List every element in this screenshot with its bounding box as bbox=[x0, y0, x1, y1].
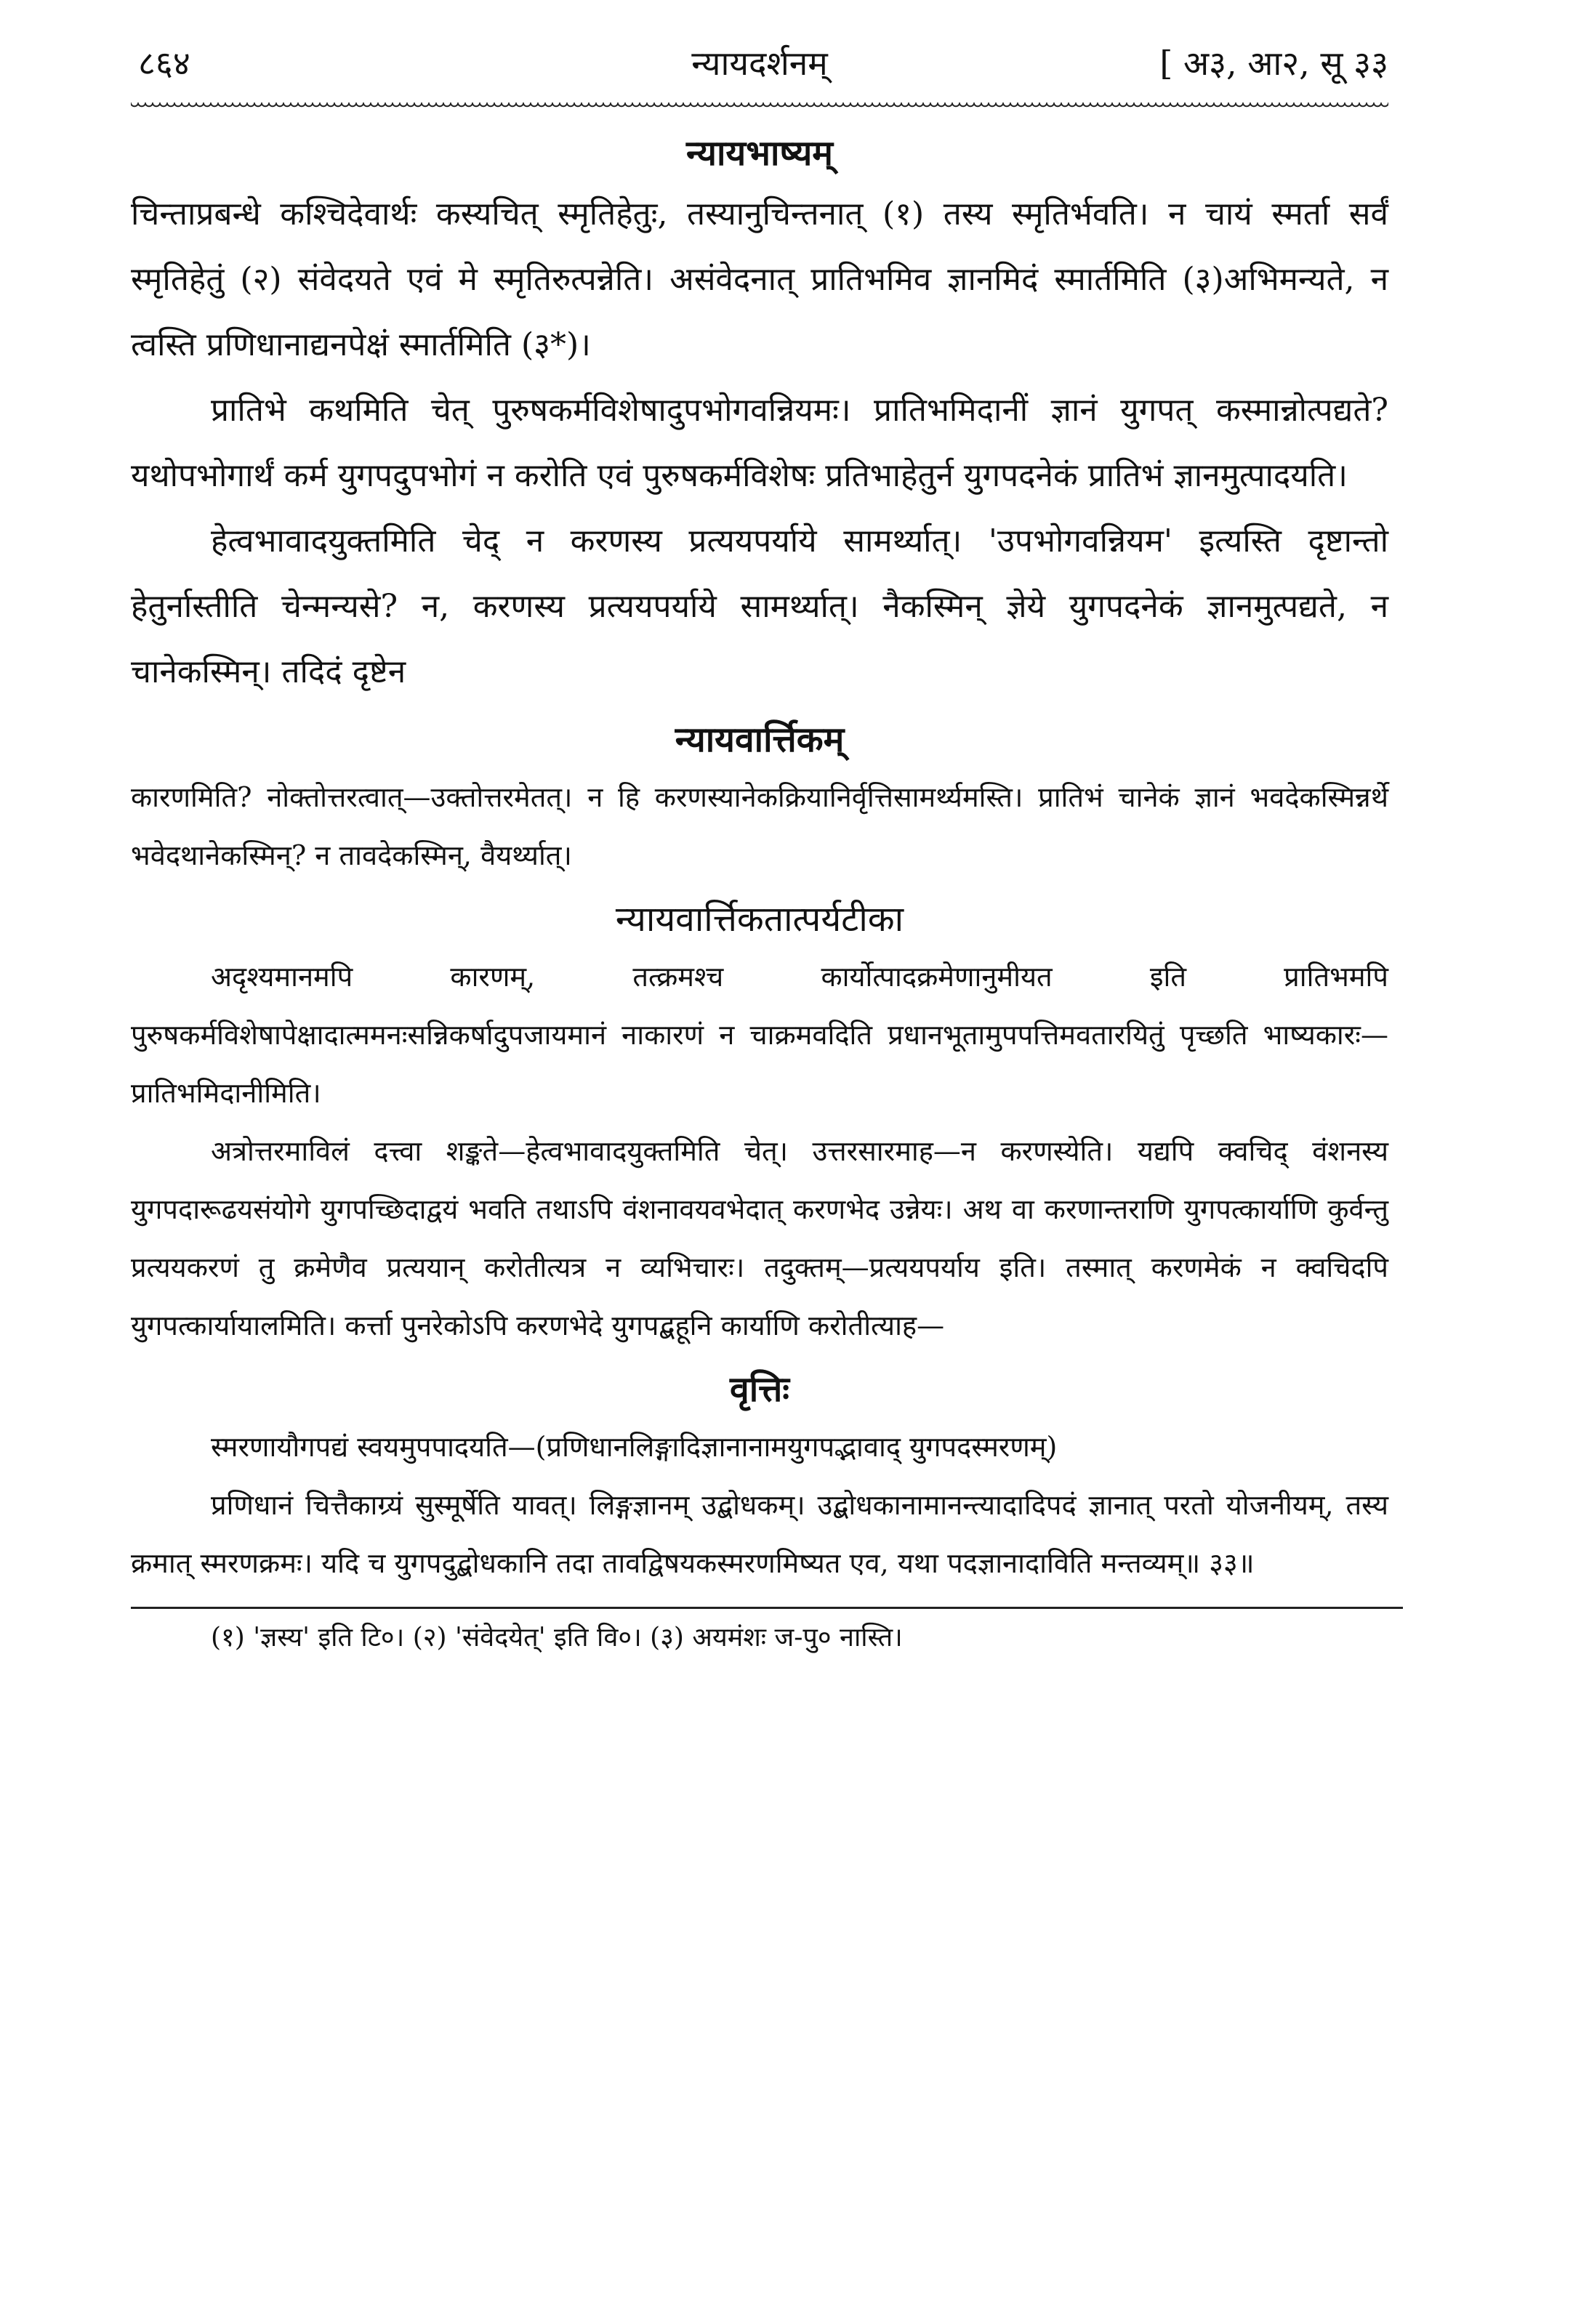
page-header bbox=[131, 40, 1388, 98]
running-title: न्यायदर्शनम् bbox=[691, 44, 828, 83]
footnote-rule bbox=[131, 1607, 1403, 1609]
chapter-reference: [ अ३, आ२, सू ३३ bbox=[1159, 44, 1388, 83]
bhashyam-paragraph-2: प्रातिभे कथमिति चेत् पुरुषकर्मविशेषादुपभोगवन्नियमः। प्रातिभमिदानीं ज्ञानं युगपत् कस्मान्नोत्पद्यते? यथोपभोगार्थं कर्म युगपदुपभोगं न करोति एवं पुरुषकर्मविशेषः प्रतिभाहेतुर्न युगपदनेकं प्रातिभं ज्ञानमुत्पादयति। bbox=[131, 392, 1388, 494]
varttikam-text bbox=[131, 768, 1388, 884]
vritti-paragraph-1: स्मरणायौगपद्यं स्वयमुपपादयति—(प्रणिधानलिङ्गादिज्ञानानामयुगपद्भावाद् युगपदस्मरणम्) bbox=[211, 1431, 1058, 1463]
bhashyam-paragraph-3: हेत्वभावादयुक्तमिति चेद् न करणस्य प्रत्ययपर्याये सामर्थ्यात्। 'उपभोगवन्नियम' इत्यस्ति दृष्टान्तो हेतुर्नास्तीति चेन्मन्यसे? न, करणस्य प्रत्ययपर्याये सामर्थ्यात्। नैकस्मिन् ज्ञेये युगपदनेकं ज्ञानमुत्पद्यते, न चानेकस्मिन्। तदिदं दृष्टेन bbox=[131, 523, 1388, 690]
section-title-varttikam: न्यायवार्त्तिकम् bbox=[675, 719, 845, 760]
bhashyam-paragraph-1: चिन्ताप्रबन्धे कश्चिदेवार्थः कस्यचित् स्मृतिहेतुः, तस्यानुचिन्तनात् (१) तस्य स्मृतिर्भवति। न चायं स्मर्ता सर्वं स्मृतिहेतुं (२) संवेदयते एवं मे स्मृतिरुत्पन्नेति। असंवेदनात् प्रातिभमिव ज्ञानमिदं स्मार्तमिति (३)अभिमन्यते, न त्वस्ति प्रणिधानाद्यनपेक्षं स्मार्तमिति (३*)। bbox=[131, 195, 1388, 363]
page bbox=[131, 40, 1388, 1660]
tika-paragraph-2: अत्रोत्तरमाविलं दत्त्वा शङ्कते—हेत्वभावादयुक्तमिति चेत्। उत्तरसारमाह—न करणस्येति। यद्यपि क्वचिद् वंशनस्य युगपदारूढयसंयोगे युगपच्छिदाद्वयं भवति तथाऽपि वंशनावयवभेदात् करणभेद उन्नेयः। अथ वा करणान्तराणि युगपत्कार्याणि कुर्वन्तु प्रत्ययकरणं तु क्रमेणैव प्रत्ययान् करोतीत्यत्र न व्यभिचारः। तदुक्तम्—प्रत्ययपर्याय इति। तस्मात् करणमेकं न क्वचिदपि युगपत्कार्यायालमिति। कर्त्ता पुनरेकोऽपि करणभेदे युगपद्बहूनि कार्याणि करोतीत्याह— bbox=[131, 1135, 1388, 1341]
varttikam-paragraph-1: कारणमिति? नोक्तोत्तरत्वात्—उक्तोत्तरमेतत्। न हि करणस्यानेकक्रियानिर्वृत्तिसामर्थ्यमस्ति। प्रातिभं चानेकं ज्ञानं भवदेकस्मिन्नर्थे भवेदथानेकस्मिन्? न तावदेकस्मिन्, वैयर्थ्यात्। bbox=[131, 781, 1388, 871]
section-title-bhashyam: न्यायभाष्यम् bbox=[685, 133, 834, 174]
vritti-paragraph-2: प्रणिधानं चित्तैकाग्र्यं सुस्मूर्षेति यावत्। लिङ्गज्ञानम् उद्बोधकम्। उद्बोधकानामानन्त्यादादिपदं ज्ञानात् परतो योजनीयम्, तस्य क्रमात् स्मरणक्रमः। यदि च युगपदुद्बोधकानि तदा तावद्विषयकस्मरणमिष्यत एव, यथा पदज्ञानादाविति मन्तव्यम्॥ ३३॥ bbox=[131, 1489, 1388, 1579]
section-title-vritti: वृत्तिः bbox=[730, 1369, 789, 1410]
section-title-tika: न्यायवार्त्तिकतात्पर्यटीका bbox=[615, 899, 904, 940]
bhashyam-text bbox=[131, 182, 1388, 705]
header-rule bbox=[131, 102, 1388, 113]
footnotes: (१) 'ज्ञस्य' इति टि०। (२) 'संवेदयेत्' इति वि०। (३) अयमंशः ज-पु० नास्ति। bbox=[211, 1623, 903, 1653]
page-number: ८६४ bbox=[138, 44, 190, 83]
vritti-text bbox=[131, 1418, 1388, 1592]
tika-paragraph-1: अदृश्यमानमपि कारणम्, तत्क्रमश्च कार्योत्पादक्रमेणानुमीयत इति प्रातिभमपि पुरुषकर्मविशेषापेक्षादात्ममनःसन्निकर्षादुपजायमानं नाकारणं न चाक्रमवदिति प्रधानभूतामुपपत्तिमवतारयितुं पृच्छति भाष्यकारः—प्रातिभमिदानीमिति। bbox=[131, 961, 1388, 1109]
tika-text bbox=[131, 948, 1388, 1355]
